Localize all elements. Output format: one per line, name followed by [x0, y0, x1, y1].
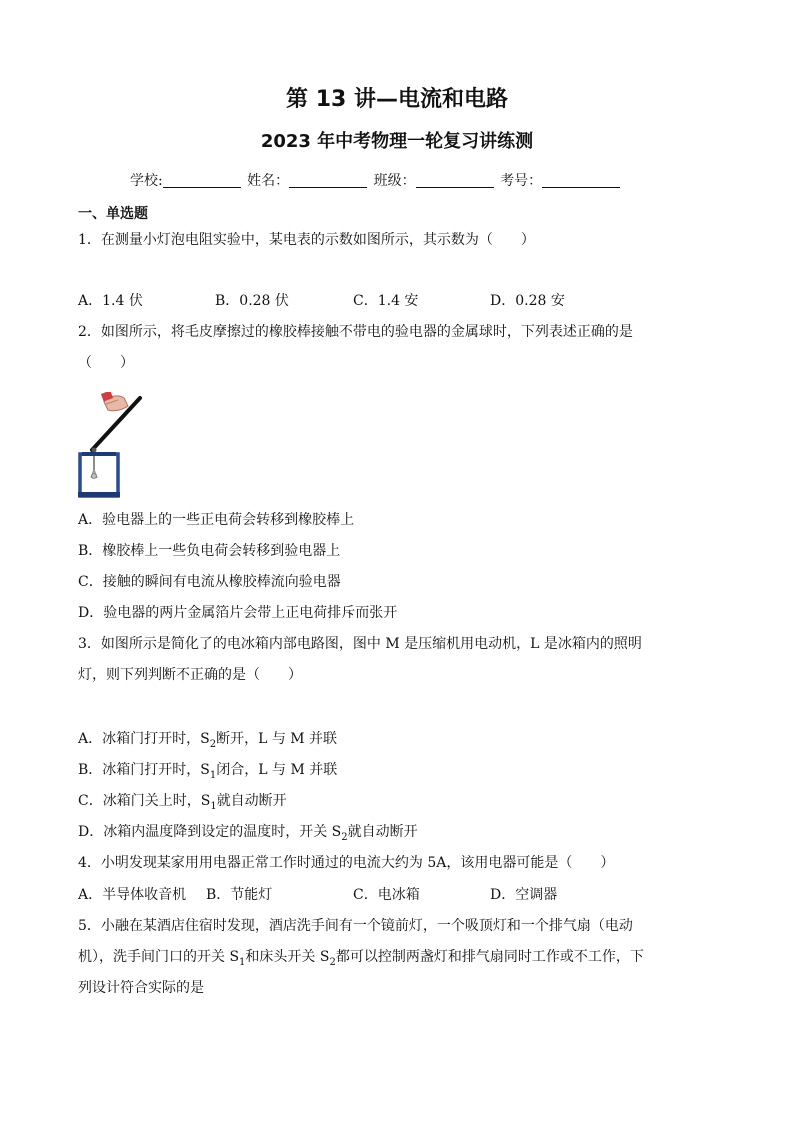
question-4-stem: 4．小明发现某家用用电器正常工作时通过的电流大约为 5A，该用电器可能是（ ）	[78, 855, 615, 871]
question-1-option-a[interactable]: A．1.4 伏	[78, 293, 143, 309]
hand-icon	[101, 392, 128, 411]
question-5-stem-line3: 列设计符合实际的是	[78, 980, 204, 996]
number-label: 考号：	[500, 173, 543, 189]
name-blank[interactable]	[289, 173, 367, 188]
electroscope	[78, 448, 120, 498]
section-heading: 一、单选题	[78, 206, 148, 222]
question-4-option-d[interactable]: D．空调器	[490, 887, 558, 903]
question-3-option-d[interactable]: D．冰箱内温度降到设定的温度时，开关 $S_2$就自动断开	[78, 824, 418, 843]
question-2-option-a[interactable]: A．验电器上的一些正电荷会转移到橡胶棒上	[78, 512, 355, 528]
page-subtitle: 2023 年中考物理一轮复习讲练测	[260, 131, 534, 152]
question-4-option-b[interactable]: B．节能灯	[206, 887, 273, 903]
name-label: 姓名：	[247, 173, 290, 189]
student-info-row	[130, 170, 622, 190]
question-1-stem: 1．在测量小灯泡电阻实验中，某电表的示数如图所示，其示数为（ ）	[78, 232, 535, 248]
number-blank[interactable]	[542, 173, 620, 188]
class-blank[interactable]	[416, 173, 494, 188]
question-5-stem-line2: 机），洗手间门口的开关 $S_1$和床头开关 $S_2$都可以控制两盏灯和排气扇同时工作或不工作，下	[78, 949, 644, 968]
question-2-stem-line2: （ ）	[78, 355, 134, 371]
question-5-stem-line1: 5．小融在某酒店住宿时发现，酒店洗手间有一个镜前灯，一个吸顶灯和一个排气扇（电动	[78, 918, 633, 934]
question-4-option-c[interactable]: C．电冰箱	[353, 887, 420, 903]
question-4-option-a[interactable]: A．半导体收音机	[78, 887, 187, 903]
class-label: 班级：	[373, 173, 416, 189]
question-3-option-b[interactable]: B．冰箱门打开时，$S_1$闭合，L 与 M 并联	[78, 762, 338, 781]
question-3-option-c[interactable]: C．冰箱门关上时，$S_1$就自动断开	[78, 793, 287, 812]
electroscope-figure	[74, 392, 146, 500]
page-title: 第 13 讲—电流和电路	[286, 87, 508, 112]
question-2-option-b[interactable]: B．橡胶棒上一些负电荷会转移到验电器上	[78, 543, 341, 559]
question-2-option-d[interactable]: D．验电器的两片金属箔片会带上正电荷排斥而张开	[78, 605, 398, 621]
question-1-option-d[interactable]: D．0.28 安	[490, 293, 565, 309]
question-1-option-c[interactable]: C．1.4 安	[353, 293, 419, 309]
question-2-stem-line1: 2．如图所示，将毛皮摩擦过的橡胶棒接触不带电的验电器的金属球时，下列表述正确的是	[78, 324, 633, 340]
school-label: 学校:	[130, 173, 163, 189]
question-3-stem-line1: 3．如图所示是简化了的电冰箱内部电路图，图中 M 是压缩机用电动机，L 是冰箱内的照明	[78, 636, 642, 652]
question-2-option-c[interactable]: C．接触的瞬间有电流从橡胶棒流向验电器	[78, 574, 341, 590]
question-1-option-b[interactable]: B．0.28 伏	[215, 293, 289, 309]
question-3-option-a[interactable]: A．冰箱门打开时，$S_2$断开，L 与 M 并联	[78, 731, 338, 750]
school-blank[interactable]	[163, 173, 241, 188]
question-3-stem-line2: 灯，则下列判断不正确的是（ ）	[78, 667, 302, 683]
